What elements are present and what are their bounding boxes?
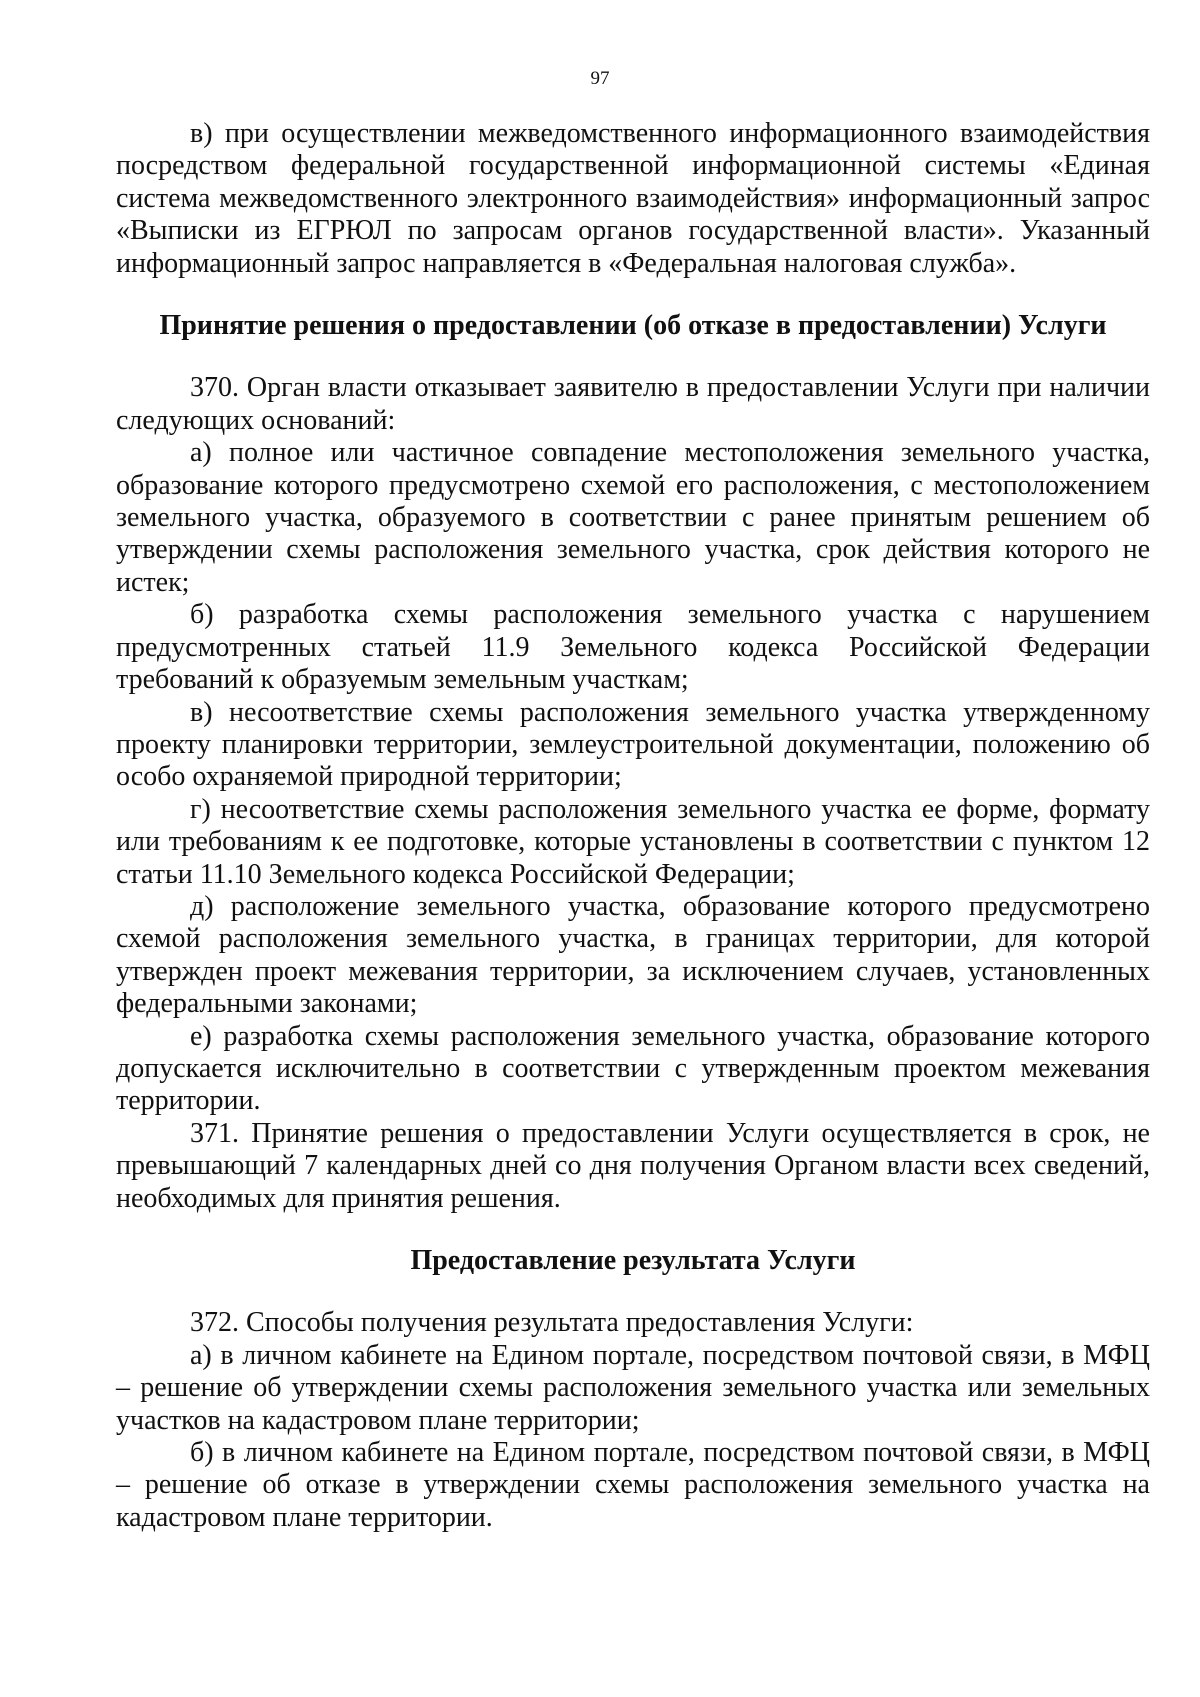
page-number: 97 [590, 68, 610, 89]
paragraph-intro-v: в) при осуществлении межведомственного информационного взаимодействия посредством федеральной государственной информационной системы «Единая система межведомственного электронного взаимодействия» информационный запрос «Выписки из ЕГРЮЛ по запросам органов государственной власти». Указанный информационный запрос направляется в «Федеральная налоговая служба». [116, 118, 1150, 279]
section-heading-decision: Принятие решения о предоставлении (об отказе в предоставлении) Услуги [159, 310, 1107, 342]
document-body [116, 118, 1150, 1534]
paragraph-372-a: а) в личном кабинете на Едином портале, посредством почтовой связи, в МФЦ – решение об утверждении схемы расположения земельного участка или земельных участков на кадастровом плане территории; [116, 1339, 1150, 1436]
paragraph-372: 372. Способы получения результата предоставления Услуги: [190, 1307, 914, 1339]
paragraph-370-v: в) несоответствие схемы расположения земельного участка утвержденному проекту планировки территории, землеустроительной документации, положению об особо охраняемой природной территории; [116, 696, 1150, 793]
paragraph-370-a: а) полное или частичное совпадение местоположения земельного участка, образование которого предусмотрено схемой его расположения, с местоположением земельного участка, образуемого в соответствии с ранее принятым решением об утверждении схемы расположения земельного участка, срок действия которого не истек; [116, 437, 1150, 598]
paragraph-372-b: б) в личном кабинете на Едином портале, посредством почтовой связи, в МФЦ – решение об отказе в утверждении схемы расположения земельного участка на кадастровом плане территории. [116, 1437, 1150, 1533]
paragraph-370-g: г) несоответствие схемы расположения земельного участка ее форме, формату или требованиям к ее подготовке, которые установлены в соответствии с пунктом 12 статьи 11.10 Земельного кодекса Российской Федерации; [116, 793, 1150, 890]
paragraph-370-d: д) расположение земельного участка, образование которого предусмотрено схемой расположения земельного участка, в границах территории, для которой утвержден проект межевания территории, за исключением случаев, установленных федеральными законами; [116, 890, 1150, 1020]
paragraph-370: 370. Орган власти отказывает заявителю в предоставлении Услуги при наличии следующих оснований: [116, 372, 1150, 436]
paragraph-370-b: б) разработка схемы расположения земельного участка с нарушением предусмотренных статьей 11.9 Земельного кодекса Российской Федерации требований к образуемым земельным участкам; [116, 599, 1150, 696]
paragraph-371: 371. Принятие решения о предоставлении Услуги осуществляется в срок, не превышающий 7 календарных дней со дня получения Органом власти всех сведений, необходимых для принятия решения. [116, 1117, 1150, 1214]
section-heading-result: Предоставление результата Услуги [410, 1245, 856, 1276]
paragraph-370-e: е) разработка схемы расположения земельного участка, образование которого допускается исключительно в соответствии с утвержденным проектом межевания территории. [116, 1020, 1150, 1117]
